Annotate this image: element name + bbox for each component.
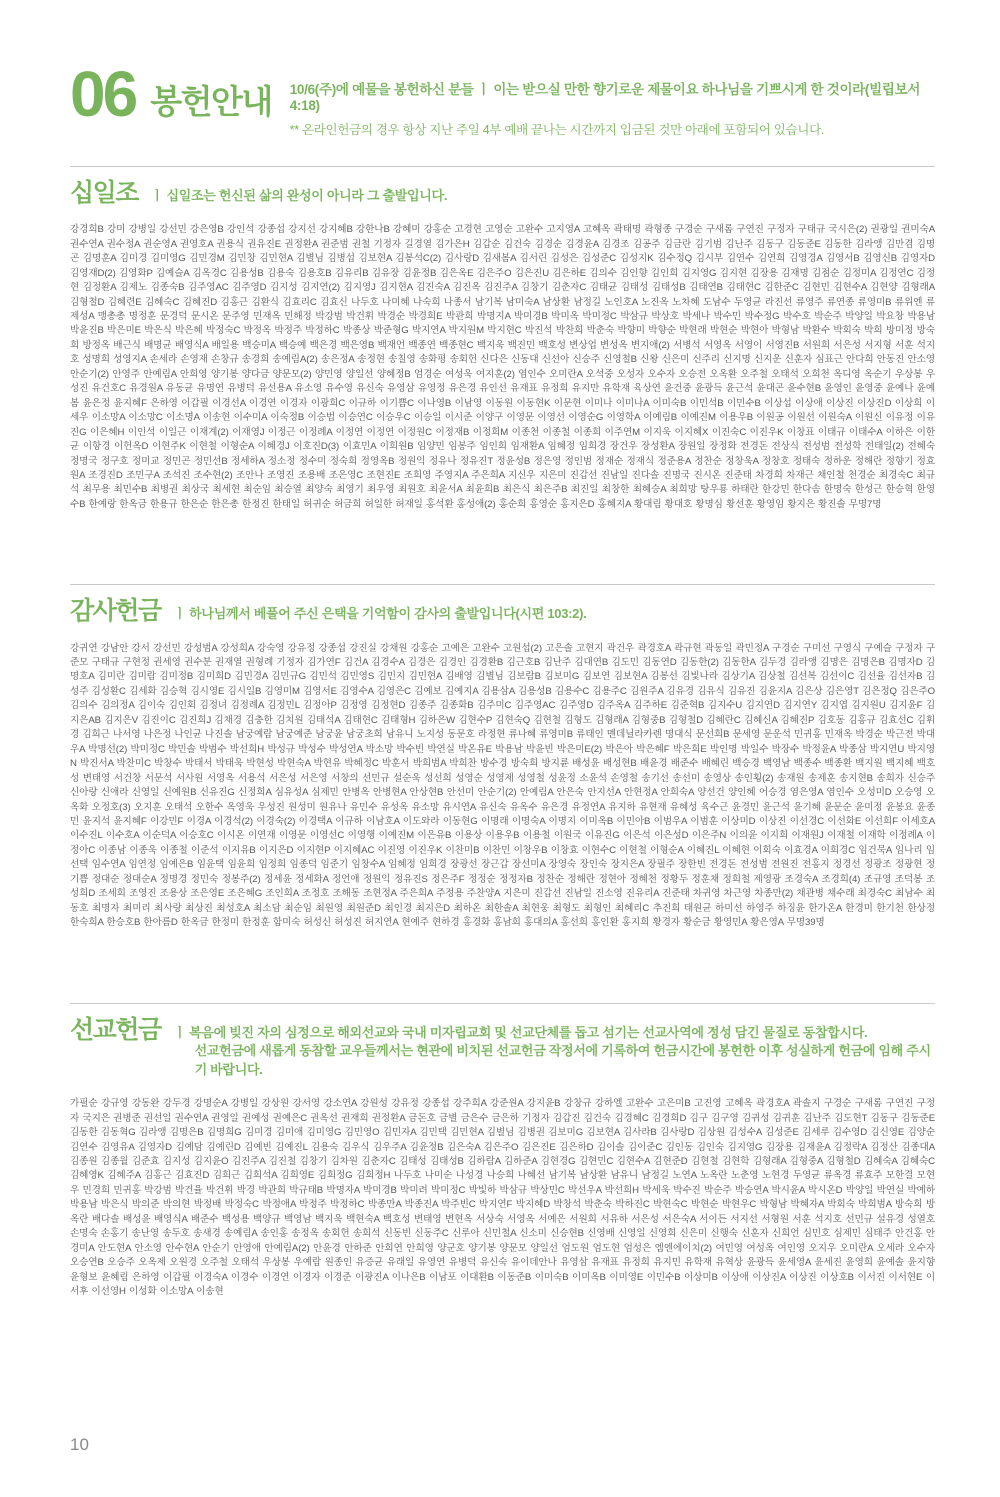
section-mission-description-line2: 선교헌금에 새롭게 동참할 교우들께서는 현관에 비치된 선교헌금 작정서에 기록하여 헌금시간에 봉헌한 이후 성실하게 헌금에 임해 주시기 바랍니다. bbox=[194, 1043, 931, 1078]
section-tithe-title: 십일조 bbox=[70, 179, 138, 207]
section-tithe-description: ㅣ 십일조는 헌신된 삶의 완성이 아니라 그 출발입니다. bbox=[150, 188, 448, 203]
header-text-block bbox=[290, 64, 935, 138]
section-mission bbox=[70, 1003, 935, 1300]
section-mission-desc-block bbox=[174, 1017, 935, 1081]
section-tithe-desc-block bbox=[151, 180, 447, 206]
section-thanksgiving-head bbox=[70, 598, 935, 624]
section-number: 06 bbox=[70, 58, 136, 130]
section-mission-title: 선교헌금 bbox=[70, 1015, 161, 1044]
section-tithe-names: 강경희B 강미 강병일 강선민 강은영B 강인석 강종섭 강지선 강지혜B 강한나B 강혜미 강홍순 고경현 고영순 고완수 고지영A 고혜옥 곽태명 곽형종 구경순 구새롬 구연진 구정자 구태규 국시은(2) 권광일 권미숙A 권수연A 권수정A 권순영A 권영호A 권용식 권유진E 권정환A 권준범 권철 기정자 길경열 김가은H 김갑순 김건숙 김경순 김경윤A 김경조 김공주 김금란 김기범 김난주 김동구 김동준E 김동한 김라앵 김만겸 김명곤 김명훈A 김미경 김미영G 김민경M 김민창 김민현A 김별님 김병섭 김보현A 김봉석C(2) 김사랑D 김새봄A 김서린 김성은 김성준C 김성지K 김수정Q 김시부 김연수 김연희 김영경A 김영서B 김영신B 김영자D 김영재D(2) 김영화P 김예슬A 김옥경C 김용성B 김용숙 김용호B 김유리B 김유장 김윤정B 김은옥E 김은주O 김은진U 김은하E 김의수 김인향 김인희 김지영G 김지현 김장용 김재명 김점순 김정미A 김정연C 김정현 김정환A 김제노 김종숙B 김주영AC 김주영D 김지성 김지연(2) 김지영J 김지현A 김진숙A 김진옥 김진주A 김창기 김춘자C 김태균 김태성 김태성B 김태연B 김태현C 김한준C 김현민 김현수A 김현양 김형래A 김형철D 김혜련E 김혜숙C 김혜진D 김홍근 김환식 김효리C 김효신 나두호 나미혜 나숙희 나종서 남기복 남미숙A 남상환 남정길 노인호A 노진옥 노차혜 도남수 두영균 라진선 류영주 류연종 류영미B 류위엔 류제성A 맹총총 명정훈 문경덕 문시온 문주영 민재옥 민해정 박강범 박건휘 박경순 박경희E 박관희 박명지A 박미경B 박미옥 박미정C 박삼규 박상호 박세나 박수민 박수정G 박수호 박순주 박양일 박요창 박용남 박윤진B 박은미E 박은식 박은혜 박정숙C 박정옥 박정주 박정하C 박종상 박준형G 박지연A 박지원M 박지현C 박진석 박찬희 박춘숙 박향미 박향순 박현래 박현순 박현아 박형남 박환수 박회숙 박희 방미정 방숙희 방정옥 배근식 배명균 배영식A 배일용 백승미A 백승예 백은경 백은영B 백재언 백종연 백종현C 백지욱 백진민 백호성 변상업 변성옥 변지애(2) 서병석 서영옥 서영이 서영진B 서원희 서은성 서지형 서훈 석지호 성명희 성영지A 손세라 손영재 손창규 송경희 송예림A(2) 송은정A 송정현 송칠영 송화평 송회헌 신다은 신동대 신선아 신승주 신영철B 신왕 신은미 신주리 신지명 신지운 신훈자 심표근 안다희 안동진 안소영 안순기(2) 안영주 안예림A 안희영 양기봉 양다금 양문모(2) 양민영 양일선 양혜정B 엄경순 여성욱 여지훈(2) 염인수 오미란A 오석중 오성자 오수자 오승전 오옥환 오주철 오태석 오희천 옥디영 옥순기 우상봉 우성진 유건호C 유경원A 유동균 유명연 유병덕 유선용A 유소영 유수영 유신숙 유영삼 유영정 유은경 유인선 유재표 유정희 유지만 유학재 육상연 윤건중 윤광득 윤근석 윤대곤 윤수현B 윤영인 윤영중 윤예나 윤예봄 윤은정 윤지혜F 은하영 이갑필 이경선A 이경연 이경자 이광희C 이규하 이기쁨C 이나영B 이남영 이동원 이동현K 이문현 이미나 이미나A 이미숙B 이민석B 이민수B 이상섭 이상애 이상진 이상진D 이상희 이세우 이소망A 이소망C 이소명A 이송현 이수미A 이숙정B 이승법 이승연C 이승우C 이승일 이시준 이양구 이영문 이영선 이영순G 이영학A 이예림B 이예진M 이용우B 이원공 이원선 이원숙A 이원신 이유정 이유진G 이은혜H 이인석 이일근 이재계(2) 이재영J 이정근 이정례A 이정연 이정연 이정원C 이정재B 이정희M 이종천 이종철 이종희 이주연M 이지욱 이지혜X 이진숙C 이진우K 이창표 이태규 이태수A 이하은 이한균 이항경 이헌옥D 이현주K 이현철 이형순A 이혜경J 이호진D(3) 이효민A 이희원B 임양민 임봉주 임인희 임재환A 임혜정 임희경 장건우 장성환A 장원일 장정화 전경돈 전상식 전성범 전성학 전태일(2) 전혜숙 정명국 정구호 정미교 정민곤 정민선B 정세하A 정소정 정수미 정숙희 정영옥B 정원익 정유나 정유진T 정윤성B 정은영 정인범 정재순 정재식 정준용A 정찬순 정창욱A 정창호 정태숙 정하운 정해란 정향기 정효원A 조경진D 조민구A 조석진 조수현(2) 조안나 조영진 조용배 조은영C 조현진E 조희영 주영지A 주은희A 지신우 지은미 진갑선 진남일 진다솔 진명국 진시온 진준태 차경희 차재근 채인철 천경순 최경숙C 최규석 최무용 최민수B 최병권 최상국 최세현 최순임 최승열 최양숙 최영기 최우영 최원호 최윤서A 최윤희B 최은식 최은주B 최진일 최창한 최혜승A 최희망 탕우룡 하태란 한강민 한다솜 한명숙 한성근 한승혁 한영수B 한예랑 한옥금 한용규 한은순 한은총 한정진 한태일 허귀순 허금희 허일한 허재일 홍석환 홍성애(2) 홍순희 홍영순 홍지은D 홍혜지A 황대림 황대호 황명심 황선훈 황영임 황지은 황진솔 무명7명 bbox=[70, 224, 935, 510]
section-mission-description: ㅣ 복음에 빚진 자의 심정으로 해외선교와 국내 미자립교회 및 선교단체를 돕고 섬기는 선교사역에 정성 담긴 물질로 동참합시다. bbox=[173, 1024, 868, 1040]
section-thanksgiving bbox=[70, 584, 935, 930]
section-thanksgiving-description: ㅣ 하나님께서 베풀어 주신 은택을 기억함이 감사의 출발입니다(시편 103:2). bbox=[173, 606, 587, 622]
section-thanksgiving-title: 감사헌금 bbox=[70, 597, 161, 626]
header-note: ** 온라인헌금의 경우 항상 지난 주일 4부 예배 끝나는 시간까지 입금된 것만 아래에 포함되어 있습니다. bbox=[289, 123, 825, 137]
header-subtitle: 10/6(주)에 예물을 봉헌하신 분들 ㅣ 이는 받으실 만한 향기로운 제물이요 하나님을 기쁘시게 한 것이라(빌립보서 4:18) bbox=[289, 82, 921, 113]
section-mission-names: 가필순 강규영 강동완 강두경 강명순A 강병일 강상원 강서영 강소연A 강원성 강유정 강종섭 강주희A 강준원A 강지윤B 강창규 강하엘 고완수 고은미B 고진영 고혜옥 곽경호A 곽솔지 구경순 구새롬 구연진 구정자 국지은 권병준 권선일 권수연A 권영일 권예성 권예은C 권옥선 권재희 권정환A 금돈호 금별 금은수 금은하 기정자 김갑진 김건숙 김경혜C 김경희D 김구 김구영 김귀성 김귀훈 김난주 김도현T 김동구 김동준E 김동한 김동혁G 김라앵 김명은B 김명희G 김미경 김미애 김미영G 김민영O 김민자A 김민택 김민현A 김별님 김병권 김보미G 김보현A 김사라B 김사랑D 김상원 김성수A 김성준E 김세루 김수영D 김신영E 김양순 김연수 김영유A 김영자D 김예담 김예린D 김예빈 김예진L 김용숙 김우식 김우주A 김윤정B 김은숙A 김은주O 김은진E 김은하D 김이솔 김이준C 김인동 김인숙 김지영G 김장용 김재윤A 김정락A 김정산 김종대A 김종원 김종월 김준효 김지성 김지윤O 김진주A 김진철 김창기 김차원 김춘자C 김태성 김태성B 김하람A 김하준A 김현경G 김현민C 김현수A 김현준D 김현철 김현학 김형래A 김형중A 김형철D 김혜숙A 김혜숙C 김혜영K 김혜주A 김홍근 김효진D 김희근 김희석A 김희영E 김희정G 김희정H 나두호 나미순 나성경 나승희 나혜선 남기복 남상환 남유니 남정길 노연A 노옥란 노춘영 노현경 두영균 류옥경 류효주 모한결 모현우 민경희 민귀홍 박강범 박건율 박건휘 박경 박관희 박규태B 박명자A 박미경B 박미려 박미정C 박빛하 박삼규 박상민C 박선우A 박선희H 박세욱 박수진 박순주 박승연A 박시윤A 박시온D 박양일 박연실 박예하 박용남 박은식 박의준 박의현 박정배 박정숙C 박정애A 박정주 박정하C 박종만A 박종진A 박주빈C 박지연F 박지혜D 박창석 박춘숙 박하진C 박현숙C 박현순 박현우C 박형남 박혜자A 박회숙 박희범A 방숙희 방옥란 배다솔 배성윤 배영식A 배준수 백성용 백양규 백영남 백지욱 백현숙A 백호성 변태영 변현옥 서상숙 서영옥 서예은 서원희 서유하 서은성 서은숙A 서이든 서지선 서형원 서훈 석지호 선민규 설유경 성열호 손명숙 손홍기 송난영 송두호 송새경 송예림A 송인홍 송정옥 송회헌 송희석 신동빈 신동주C 신루아 신민철A 신소미 신승현B 신영배 신영일 신영희 신은미 신행숙 신훈자 신희언 심민호 심제민 심태주 안건홍 안경미A 안도현A 안소영 안수현A 안순기 안영애 안예림A(2) 안윤경 안하준 안희연 안희영 양군호 양기봉 양문모 양일선 엄도원 엄도현 엄성은 엠엔에이치(2) 여민영 여성옥 여인영 오지우 오미란A 오세라 오수자 오승연B 오승주 오옥제 오원경 오주철 오태석 우상봉 우예람 원종인 유증균 유래일 유영연 유병덕 유신숙 유이데안나 유영삼 유재표 유정희 유지민 유학재 유혁상 윤광득 윤세영A 윤세진 윤영희 윤예솔 윤지향 윤형보 윤혜림 은하영 이갑필 이경숙A 이경수 이경연 이경자 이경준 이광진A 이나은B 이남포 이대환B 이동준B 이미숙B 이미옥B 이미영E 이민수B 이상미B 이상애 이상진A 이상진 이상호B 이서진 이서현E 이서후 이선영H 이성화 이소망A 이송현 bbox=[70, 1098, 935, 1298]
section-tithe bbox=[70, 166, 935, 512]
page-title: 봉헌안내 bbox=[150, 83, 272, 120]
page-number: 10 bbox=[70, 1435, 89, 1454]
section-thanksgiving-names: 강귀연 강남안 강서 강선민 강성범A 강성희A 강숙영 강유정 강종섭 강진실 강채원 강홍순 고예은 고완수 고원섭(2) 고은솔 고현지 곽건우 곽경호A 곽규현 곽동일 곽민정A 구경순 구미선 구영식 구예슬 구정자 구준모 구태규 구현정 권세영 권수분 권재열 권형례 기정자 김가연F 김건A 김경수A 김경은 김경인 김경환B 김근호B 김난주 김대연B 김도민 김동연D 김동한(2) 김동한A 김두경 김라앵 김명은 김명은B 김명자D 김명호A 김미란 김미람 김미정B 김미희D 김민경A 김민규G 김민석 김민영S 김민지 김민현A 김배영 김별님 김보람B 김보미G 김보연 김보현A 김봉선 김빛나라 김상기A 김상철 김선복 김선이C 김선율 김선자B 김성주 김성환C 김세화 김승혁 김시영E 김시일B 김영미M 김영서E 김영수A 김영은C 김예보 김예지A 김용삼A 김용성B 김용수C 김용주C 김원주A 김유경 김유식 김유진 김윤지A 김은상 김은영T 김은정Q 김은주O 김의수 김의정A 김이숙 김인회 김정녀 김정례A 김정민L 김정아P 김정영 김정현D 김종주 김종화B 김주미C 김주영AC 김주영D 김주옥A 김주하E 김준혁B 김지수U 김지연D 김지연Y 김지엽 김지원U 김지윤F 김지은AB 김지은V 김진이C 김진희J 김채경 김충한 김치원 김태석A 김태현C 김태형H 김하은W 김현수P 김현숙Q 김현철 김형도 김형래A 김형중B 김형철D 김혜란C 김혜신A 김혜진P 김호동 김홍규 김효선C 김휘경 김희근 나서영 나은정 나인균 나진솔 남궁예람 남궁예준 남궁윤 남궁초희 남유니 노지성 동문호 라정현 류나혜 류영미B 류태인 멘데닐라카렌 명대식 문선희B 문세영 문운석 민귀홍 민재옥 박경순 박근전 박대우A 박명선(2) 박미정C 박민솔 박범수 박선희H 박성규 박성수 박성연A 박소망 박수빈 박연실 박온유E 박용남 박윤빈 박은미E(2) 박은아 박은혜F 박은희E 박인명 박일수 박장수 박정윤A 박종삼 박지연U 박지영N 박진서A 박찬미C 박창수 박태서 박태욱 박현성 박현숙A 박현유 박혜정C 박훈서 박희범A 박희찬 방수경 방숙희 방지륜 배성윤 배성현B 배윤경 배준수 배혜린 백승경 백영남 백종수 백종환 백지원 백지혜 백호성 변태영 서건창 서문석 서사원 서영옥 서용석 서은성 서은영 서창의 선민규 설순욱 성선희 성영순 성영제 성영철 성윤정 소윤석 손영철 송기선 송선미 송영상 송인횡(2) 송재원 송제훈 송지현B 송희자 신승주 신아랑 신애라 신영일 신예원B 신유진G 신정희A 심유성A 심제민 안병옥 안병현A 안상현B 안선미 안순기(2) 안예림A 안은숙 안지선A 안현정A 안희숙A 양선건 양인혜 어승경 염은영A 염인수 오성미D 오승영 오옥화 오정호(3) 오지훈 오태석 오한수 옥영욱 우성진 원성미 원유나 유민수 유성옥 유소망 유시연A 유신숙 유옥수 유은경 유정연A 유지하 유현재 유혜성 육수근 윤경민 윤근석 윤기혜 윤문순 윤미정 윤봉요 윤종민 윤지석 윤지혜F 이강민F 이경A 이경석(2) 이경숙(2) 이경택A 이규하 이남호A 이도와라 이동현G 이명래 이명숙A 이명지 이미옥B 이민아B 이범우A 이범훈 이상미D 이상진 이선경C 이선화E 이선희F 이세호A 이수진L 이수호A 이순덕A 이승호C 이시온 이연재 이영문 이영선C 이영행 이예진M 이은유B 이용상 이용우B 이용철 이원국 이유진G 이은석 이은성D 이은주N 이의윤 이지희 이재원J 이재철 이재학 이정례A 이정아C 이종남 이종욱 이종철 이준석 이지유B 이지은D 이지현P 이지혜AC 이진영 이진우K 이찬미B 이찬민 이창우B 이창효 이현수C 이현철 이형순A 이혜진L 이혜현 이회숙 이효경A 이희경C 임건묵A 임나리 임선택 임수연A 임연정 임예은B 임윤택 임윤희 임정희 임종덕 임준기 임창수A 임혜정 임희경 장광선 장근갑 장선미A 장영숙 장인숙 장지은A 장필주 장한빈 전경돈 전성범 전원진 전홍지 정경선 정광조 정광현 정기쁨 정대순 정대순A 정명경 정민숙 정봉주(2) 정세윤 정세화A 정언애 정원익 정유진S 정은주F 정정순 정정자B 정찬순 정해란 정현아 정혜천 정황두 정훈채 정희철 제영광 조경숙A 조경희(4) 조규영 조덕봉 조성희D 조세희 조영진 조용상 조은영E 조은혜G 조인희A 조정호 조해동 조현정A 주은희A 주정용 주찬양A 지은미 진갑선 진남일 진소영 진유리A 진준태 차귀영 차근영 차종만(2) 채관병 채수래 최경숙C 최남수 최동호 최명자 최미리 최사랑 최상진 최성호A 최소담 최순임 최원영 최원준D 최인경 최지은D 최하온 최한솔A 최현웅 최형도 최형인 최혜리C 추진희 태원균 하미선 하영주 하징윤 한가온A 한경미 한기천 한상정 한숙희A 한승호B 한아름D 한옥금 한정미 한정훈 함미숙 허성신 허성진 허지연A 현예주 현하경 홍경화 홍남희 홍대의A 홍선희 홍인환 홍지희 황경자 황순금 황영민A 황은영A 무명39명 bbox=[70, 642, 935, 929]
section-mission-head bbox=[70, 1017, 935, 1081]
page-header bbox=[70, 58, 935, 138]
section-thanksgiving-desc-block bbox=[174, 598, 587, 624]
section-tithe-head bbox=[70, 180, 935, 206]
